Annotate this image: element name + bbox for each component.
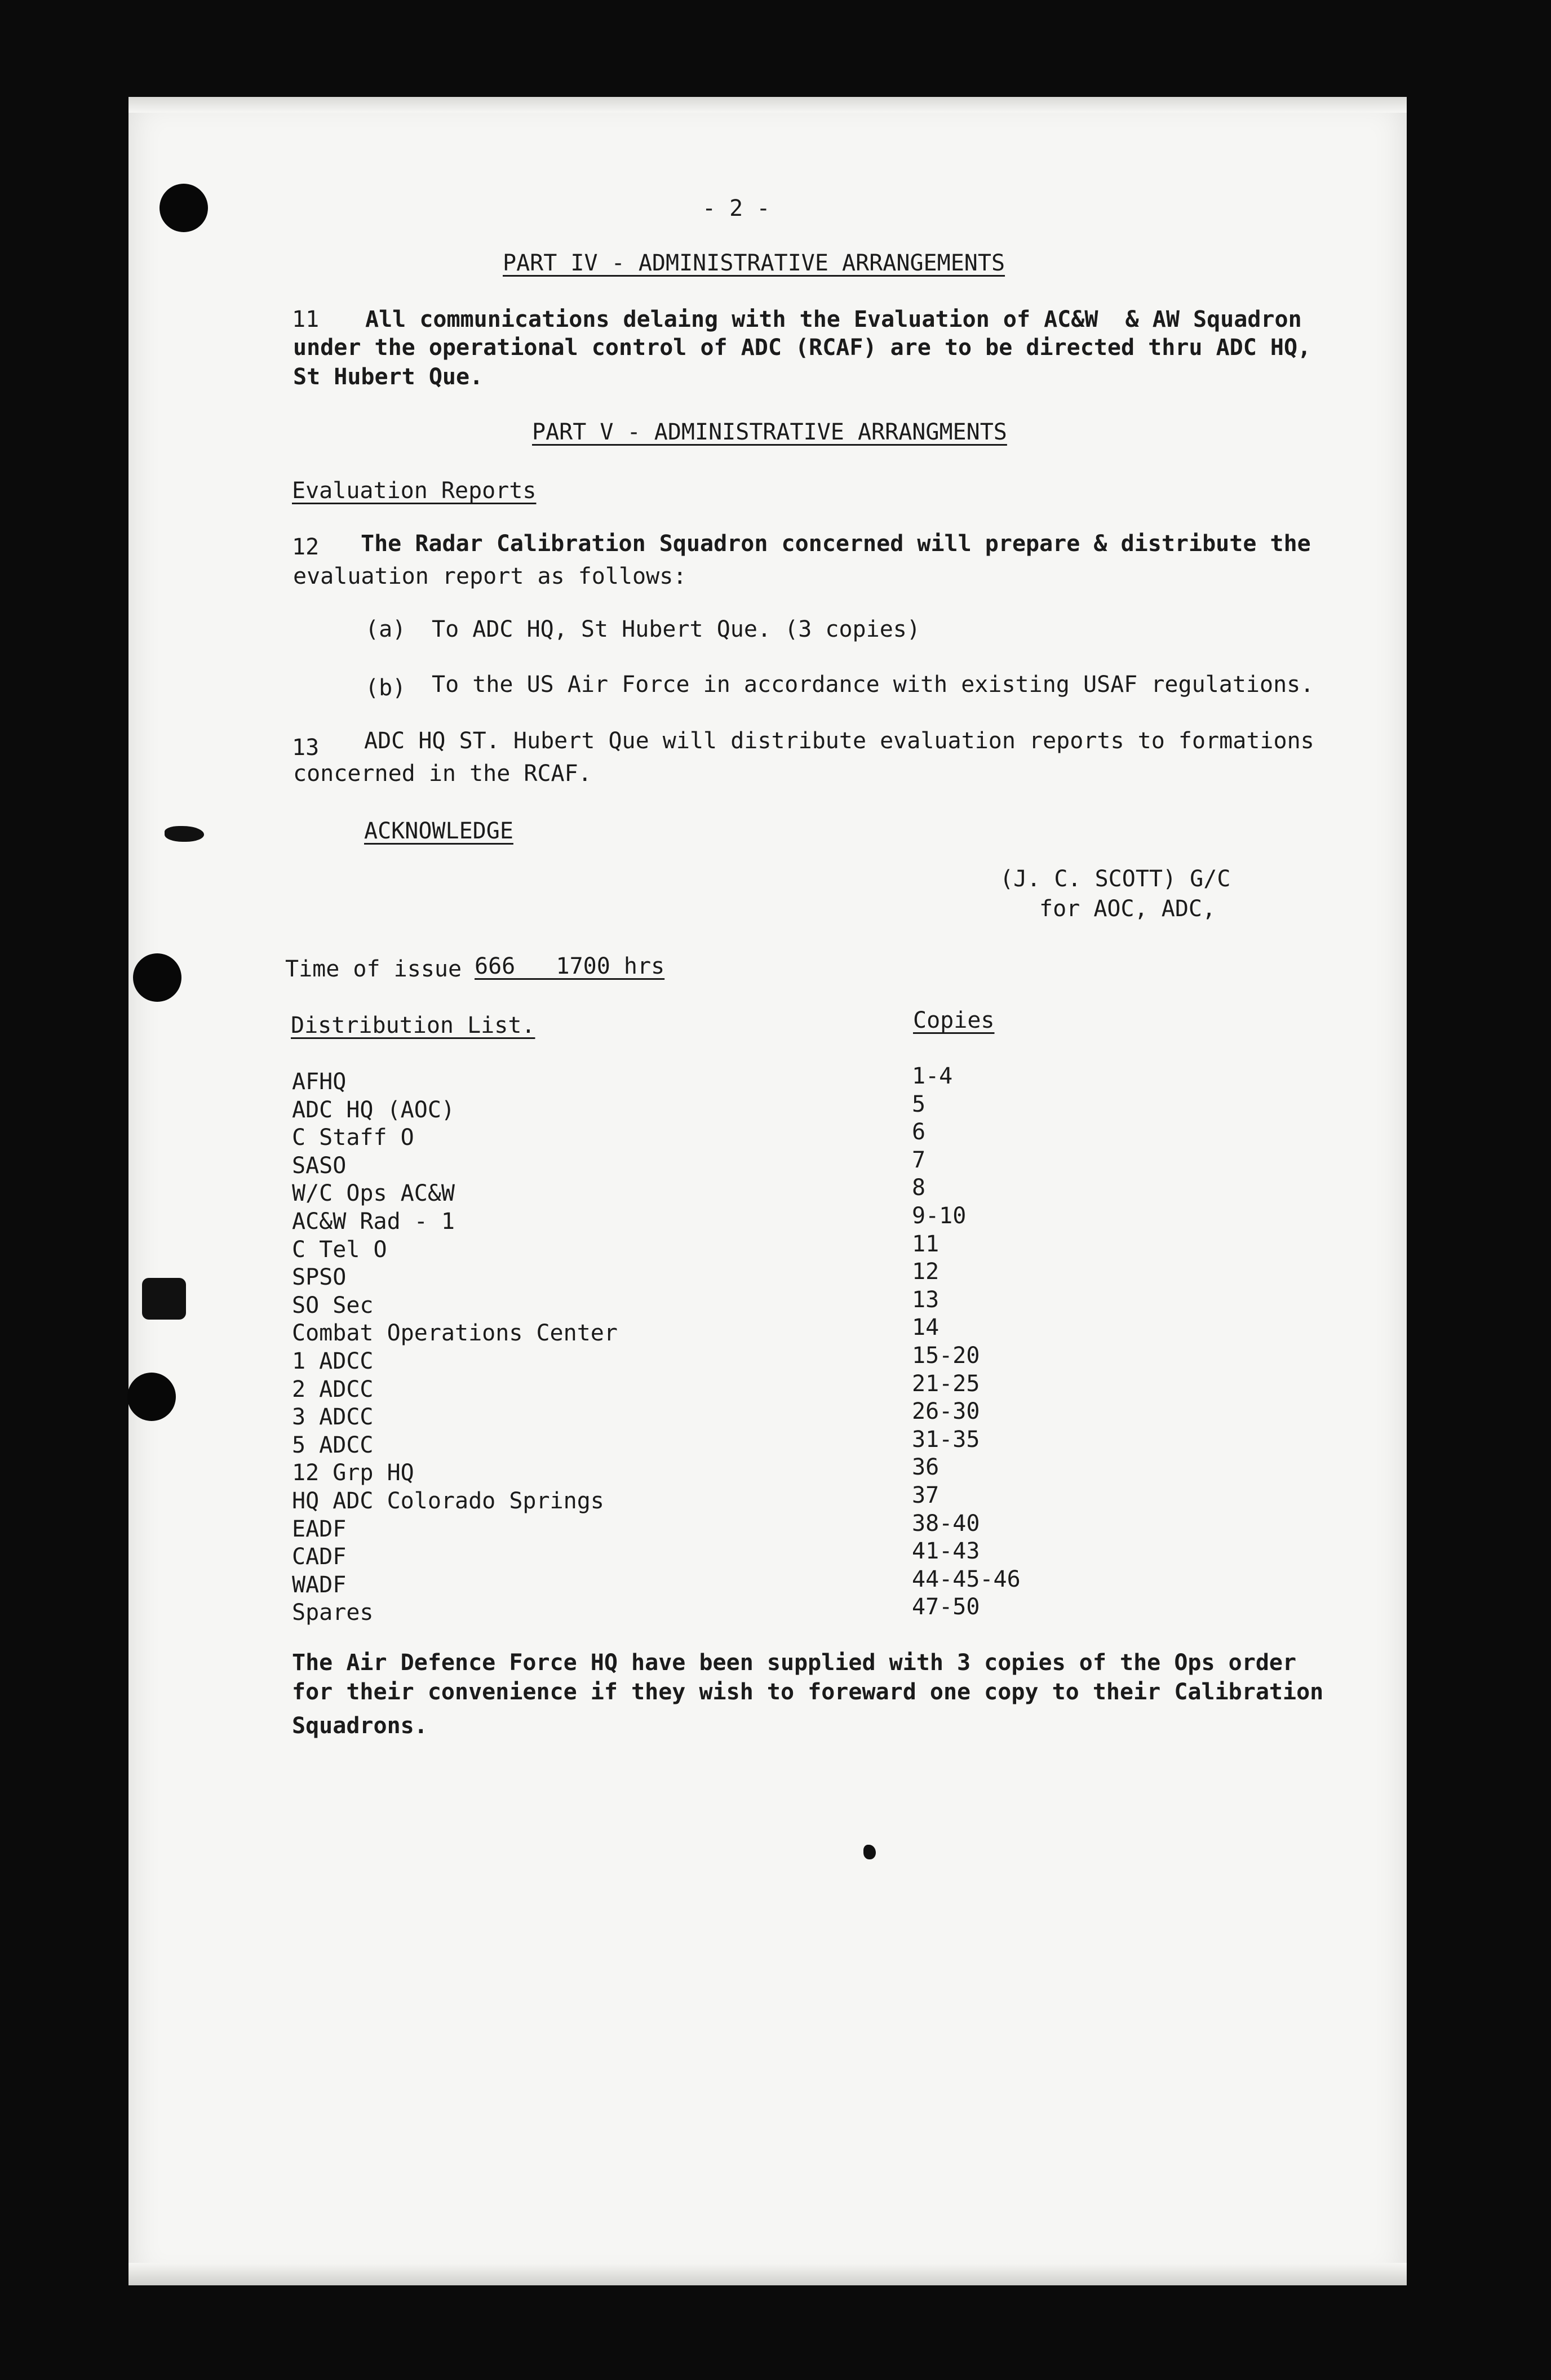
- distribution-row-copies: 37: [912, 1482, 940, 1508]
- distribution-row-copies: 31-35: [912, 1427, 980, 1453]
- distribution-row-name: 1 ADCC: [292, 1348, 374, 1374]
- distribution-row-name: Spares: [292, 1600, 374, 1626]
- distribution-row-copies: 44-45-46: [912, 1566, 1021, 1592]
- signature-for: for AOC, ADC,: [1039, 896, 1216, 922]
- distribution-row-copies: 7: [912, 1147, 926, 1173]
- distribution-row-name: CADF: [292, 1544, 347, 1570]
- para-11-line-2: under the operational control of ADC (RCAF) are to be directed thru ADC HQ,: [293, 335, 1311, 361]
- distribution-row-copies: 11: [912, 1231, 940, 1257]
- distribution-row-copies: 36: [912, 1454, 940, 1480]
- distribution-row-copies: 38-40: [912, 1511, 980, 1537]
- closing-line-3: Squadrons.: [292, 1713, 428, 1739]
- distribution-row-copies: 12: [912, 1259, 940, 1285]
- distribution-row-name: C Tel O: [292, 1237, 387, 1263]
- distribution-row-name: HQ ADC Colorado Springs: [292, 1488, 604, 1514]
- para-12-line-1: The Radar Calibration Squadron concerned will prepare & distribute the: [361, 531, 1311, 557]
- distribution-row-copies: 21-25: [912, 1371, 980, 1397]
- distribution-row-name: 3 ADCC: [292, 1404, 374, 1430]
- distribution-row-copies: 9-10: [912, 1203, 967, 1229]
- distribution-row-name: 2 ADCC: [292, 1377, 374, 1402]
- para-12-item-a-label: (a): [365, 616, 406, 642]
- para-12-line-2: evaluation report as follows:: [293, 563, 687, 589]
- evaluation-reports-heading: Evaluation Reports: [292, 478, 537, 504]
- distribution-row-copies: 8: [912, 1175, 926, 1201]
- para-13-line-2: concerned in the RCAF.: [293, 761, 592, 787]
- distribution-row-name: AFHQ: [292, 1069, 347, 1095]
- para-11-number: 11: [292, 307, 320, 332]
- distribution-row-copies: 1-4: [912, 1063, 953, 1089]
- distribution-row-name: AC&W Rad - 1: [292, 1209, 455, 1235]
- distribution-row-copies: 47-50: [912, 1594, 980, 1620]
- para-12-item-b-label: (b): [365, 675, 406, 701]
- para-11-line-1: All communications delaing with the Evaluation of AC&W & AW Squadron: [365, 307, 1302, 332]
- para-12-number: 12: [292, 534, 320, 560]
- distribution-row-copies: 6: [912, 1119, 926, 1145]
- acknowledge-label: ACKNOWLEDGE: [364, 818, 513, 844]
- distribution-row-copies: 15-20: [912, 1343, 980, 1369]
- time-of-issue-value: 666 1700 hrs: [475, 953, 665, 979]
- distribution-list-heading: Distribution List.: [291, 1013, 535, 1038]
- page-number: - 2 -: [702, 196, 770, 221]
- para-13-number: 13: [292, 735, 320, 761]
- distribution-row-copies: 14: [912, 1315, 940, 1340]
- closing-line-2: for their convenience if they wish to foreward one copy to their Calibration: [292, 1679, 1324, 1705]
- distribution-row-name: SO Sec: [292, 1293, 374, 1318]
- distribution-row-name: Combat Operations Center: [292, 1320, 618, 1346]
- distribution-row-name: SASO: [292, 1153, 347, 1179]
- para-12-item-b-text: To the US Air Force in accordance with existing USAF regulations.: [432, 672, 1314, 698]
- distribution-row-name: 5 ADCC: [292, 1432, 374, 1458]
- distribution-row-name: C Staff O: [292, 1125, 414, 1151]
- distribution-row-copies: 5: [912, 1091, 926, 1117]
- distribution-row-copies: 26-30: [912, 1398, 980, 1424]
- part-iv-heading: PART IV - ADMINISTRATIVE ARRANGEMENTS: [503, 250, 1005, 276]
- para-11-line-3: St Hubert Que.: [293, 364, 484, 390]
- distribution-row-name: 12 Grp HQ: [292, 1460, 414, 1486]
- distribution-row-name: WADF: [292, 1572, 347, 1598]
- closing-line-1: The Air Defence Force HQ have been supplied with 3 copies of the Ops order: [292, 1650, 1297, 1676]
- para-12-item-a-text: To ADC HQ, St Hubert Que. (3 copies): [432, 616, 920, 642]
- distribution-row-name: W/C Ops AC&W: [292, 1180, 455, 1206]
- distribution-row-name: ADC HQ (AOC): [292, 1097, 455, 1123]
- distribution-row-copies: 41-43: [912, 1538, 980, 1564]
- para-13-line-1: ADC HQ ST. Hubert Que will distribute evaluation reports to formations: [364, 728, 1314, 754]
- distribution-row-copies: 13: [912, 1287, 940, 1313]
- distribution-row-name: SPSO: [292, 1264, 347, 1290]
- signature-name: (J. C. SCOTT) G/C: [1000, 866, 1231, 892]
- part-v-heading: PART V - ADMINISTRATIVE ARRANGMENTS: [532, 419, 1007, 445]
- time-of-issue-label: Time of issue: [285, 956, 462, 982]
- distribution-row-name: EADF: [292, 1516, 347, 1542]
- copies-heading: Copies: [913, 1007, 995, 1033]
